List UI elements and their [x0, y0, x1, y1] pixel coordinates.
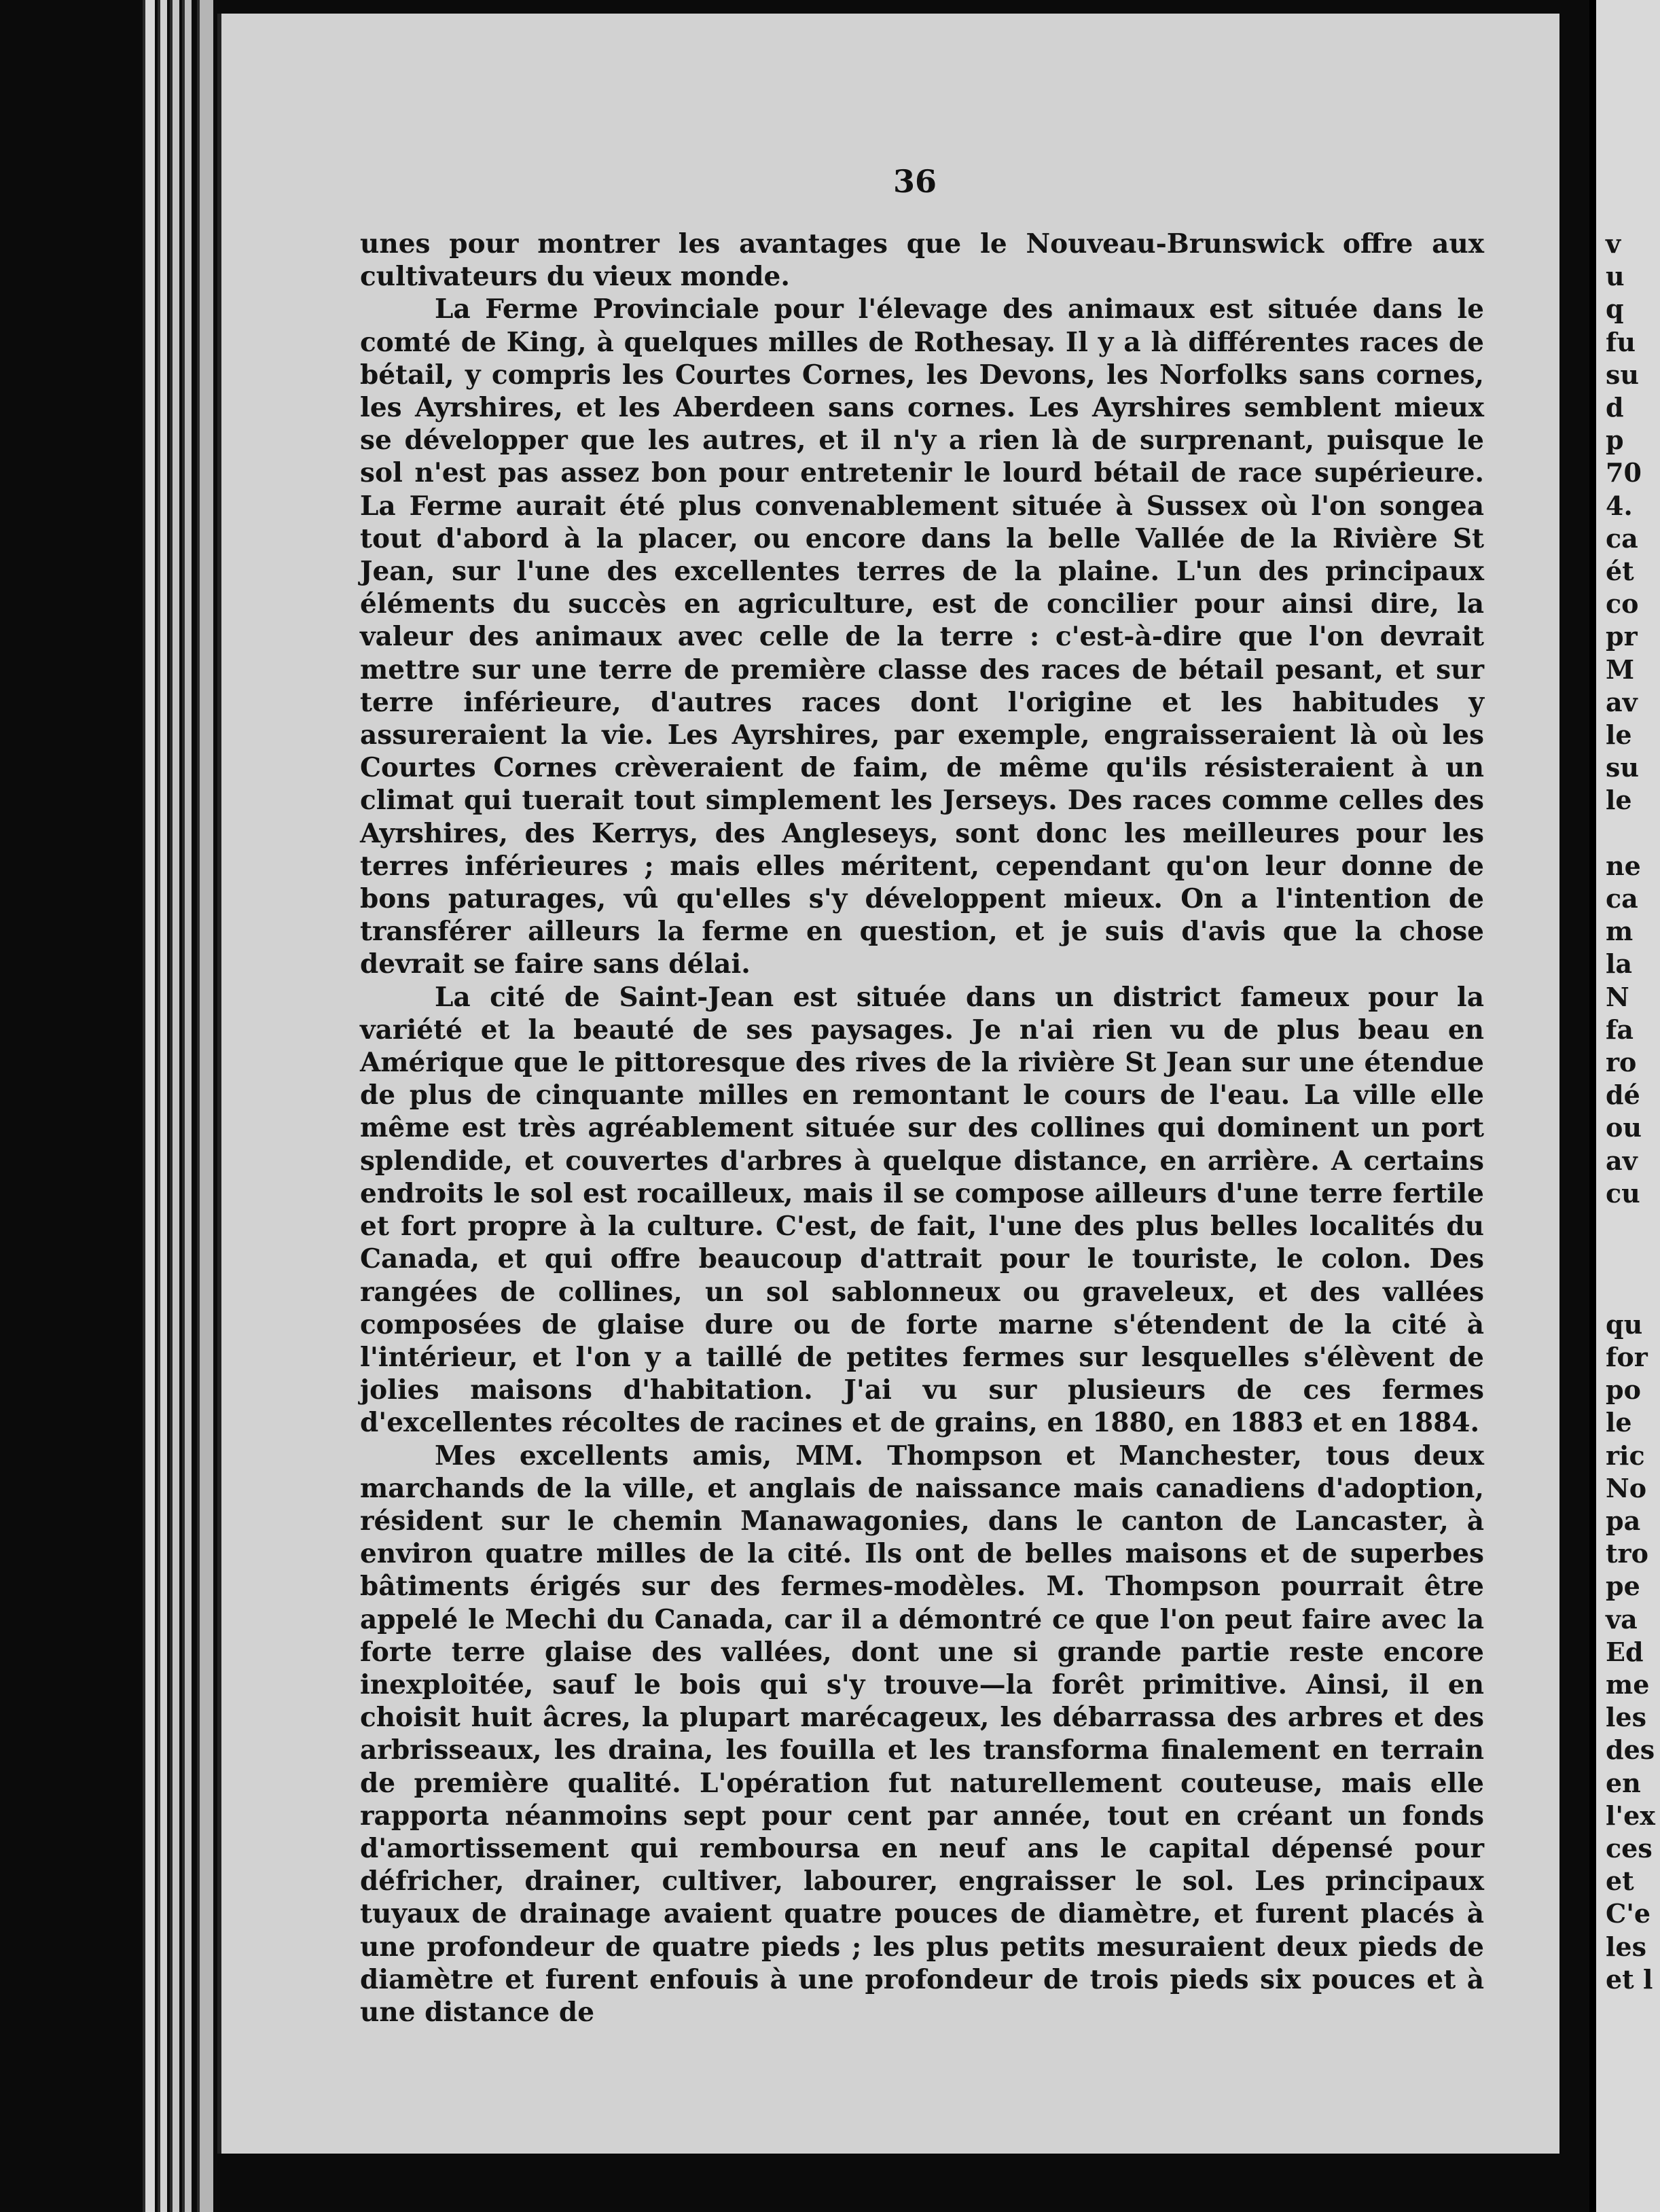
facing-page-fragment: C'e [1606, 1898, 1651, 1929]
facing-page-fragment: en [1606, 1767, 1641, 1798]
facing-page-fragment: M [1606, 654, 1635, 685]
facing-page-fragment: ne [1606, 850, 1641, 881]
facing-page-fragment [1596, 1243, 1655, 1275]
facing-page-fragment: tro [1606, 1538, 1648, 1569]
facing-page-fragment: su [1606, 752, 1640, 783]
facing-page-fragment [1596, 1276, 1655, 1308]
page-number: 36 [893, 163, 937, 200]
facing-page-fragment [1596, 817, 1655, 850]
facing-page-fragment: les [1606, 1702, 1647, 1733]
facing-page-fragment: ca [1606, 883, 1638, 914]
facing-page-fragment: va [1606, 1603, 1638, 1635]
facing-page-fragment: pa [1606, 1505, 1641, 1536]
paragraph: unes pour montrer les avantages que le Nouveau-Brunswick offre aux cultivateurs du vieux monde. [360, 228, 1484, 293]
facing-page-fragment: ces [1606, 1832, 1653, 1863]
page-edge [158, 0, 167, 2212]
facing-page-fragment: dé [1606, 1080, 1640, 1111]
facing-page-fragment: co [1606, 588, 1639, 620]
facing-page-fragment: le [1606, 1407, 1632, 1438]
facing-page-fragment: ro [1606, 1047, 1637, 1078]
facing-page-fragment: le [1606, 719, 1632, 751]
facing-page-fragment: av [1606, 1145, 1638, 1176]
facing-page-fragment: et l [1606, 1963, 1653, 1995]
facing-page-fragment: m [1606, 916, 1634, 947]
facing-page-fragment: ét [1606, 556, 1634, 587]
facing-page-fragment: ca [1606, 522, 1638, 554]
body-text [360, 228, 1484, 2029]
page-edge [143, 0, 155, 2212]
facing-page-fragment: av [1606, 686, 1638, 717]
facing-page-fragment: les [1606, 1931, 1647, 1962]
facing-page-fragment: Ed [1606, 1636, 1644, 1667]
facing-page-fragment: l'ex [1606, 1800, 1655, 1831]
page-edge [182, 0, 192, 2212]
facing-page-fragment: le [1606, 785, 1632, 816]
facing-page-fragment: fa [1606, 1014, 1634, 1045]
facing-page-fragment: N [1606, 981, 1629, 1012]
facing-page-fragment: ric [1606, 1440, 1645, 1471]
facing-page [1589, 0, 1660, 2212]
paragraph: La Ferme Provinciale pour l'élevage des animaux est située dans le comté de King, à quelques milles de Rothesay. Il y a là différentes races de bétail, y compris les Courtes Cornes, les Devons, les Norfolks sans cornes, les Ayrshires, et les Aberdeen sans cornes. Les Ayrshires semblent mieux se développer que les autres, et il n'y a rien là de surprenant, puisque le sol n'est pas assez bon pour entretenir le lourd bétail de race supérieure. La Ferme aurait été plus convenablement située à Sussex où l'on songea tout d'abord à la placer, ou encore dans la belle Vallée de la Rivière St Jean, sur l'une des excellentes terres de la plaine. L'un des principaux éléments du succès en agriculture, est de concilier pour ainsi dire, la valeur des animaux avec celle de la terre : c'est-à-dire que l'on devrait mettre sur une terre de première classe des races de bétail pesant, et sur terre inférieure, d'autres races dont l'origine et les habitudes y assureraient la vie. Les Ayrshires, par exemple, engraisseraient là où les Courtes Cornes crèveraient de faim, de même qu'ils résisteraient à un climat qui tuerait tout simplement les Jerseys. Des races comme celles des Ayrshires, des Kerrys, des Angleseys, sont donc les meilleures pour les terres inférieures ; mais elles méritent, cependant qu'on leur donne de bons paturages, vû qu'elles s'y développent mieux. On a l'intention de transférer ailleurs la ferme en question, et je suis d'avis que la chose devrait se faire sans délai. [360, 293, 1484, 980]
facing-page-fragment: qu [1606, 1308, 1643, 1340]
facing-page-fragment: p [1606, 425, 1624, 456]
facing-page-fragment: su [1606, 359, 1640, 390]
paragraph: La cité de Saint-Jean est située dans un district fameux pour la variété et la beauté de ses paysages. Je n'ai rien vu de plus beau en Amérique que le pittoresque des rives de la rivière St Jean sur une étendue de plus de cinquante milles en remontant le cours de l'eau. La ville elle même est très agréablement située sur des collines qui dominent un port splendide, et couvertes d'arbres à quelque distance, en arrière. A certains endroits le sol est rocailleux, mais il se compose ailleurs d'une terre fertile et fort propre à la culture. C'est, de fait, l'une des plus belles localités du Canada, et qui offre beaucoup d'attrait pour le touriste, le colon. Des rangées de collines, un sol sablonneux ou graveleux, et des vallées composées de glaise dure ou de forte marne s'étendent de la cité à l'intérieur, et l'on y a taillé de petites fermes sur lesquelles s'élèvent de jolies maisons d'habitation. J'ai vu sur plusieurs de ces fermes d'excellentes récoltes de racines et de grains, en 1880, en 1883 et en 1884. [360, 981, 1484, 1439]
page-edge [197, 0, 213, 2212]
facing-page-fragment: fu [1606, 326, 1636, 357]
facing-page-fragment: et [1606, 1866, 1634, 1897]
facing-page-fragment: cu [1606, 1177, 1640, 1209]
facing-page-fragment: for [1606, 1341, 1648, 1372]
facing-page-fragment: me [1606, 1669, 1650, 1700]
facing-page-fragment: pr [1606, 621, 1638, 652]
facing-page-fragment: 4. [1606, 490, 1633, 521]
facing-page-fragment: No [1606, 1472, 1647, 1503]
paragraph: Mes excellents amis, MM. Thompson et Manchester, tous deux marchands de la ville, et anglais de naissance mais canadiens d'adoption, résident sur le chemin Manawagonies, dans le canton de Lancaster, à environ quatre milles de la cité. Ils ont de belles maisons et de superbes bâtiments érigés sur des fermes-modèles. M. Thompson pourrait être appelé le Mechi du Canada, car il a démontré ce que l'on peut faire avec la forte terre glaise des vallées, dont une si grande partie reste encore inexploitée, sauf le bois qui s'y trouve—la forêt primitive. Ainsi, il en choisit huit âcres, la plupart marécageux, les débarrassa des arbres et des arbrisseaux, les draina, les fouilla et les transforma finalement en terrain de première qualité. L'opération fut naturellement couteuse, mais elle rapporta néanmoins sept pour cent par année, tout en créant un fonds d'amortissement qui remboursa en neuf ans le capital dépensé pour défricher, drainer, cultiver, labourer, engraisser le sol. Les principaux tuyaux de drainage avaient quatre pouces de diamètre, et furent placés à une profondeur de quatre pieds ; les plus petits mesuraient deux pieds de diamètre et furent enfouis à une profondeur de trois pieds six pouces et à une distance de [360, 1440, 1484, 2028]
facing-page-fragment: u [1606, 261, 1625, 292]
page-edge [170, 0, 179, 2212]
facing-page-fragment [1596, 1210, 1655, 1243]
facing-page-fragment: ou [1606, 1112, 1642, 1143]
facing-page-fragment: 70 [1606, 457, 1642, 488]
facing-page-fragment: pe [1606, 1571, 1640, 1602]
facing-page-fragment: q [1606, 293, 1624, 325]
facing-page-fragments [1596, 228, 1655, 1996]
facing-page-fragment: d [1606, 392, 1624, 423]
facing-page-fragment: v [1606, 228, 1621, 259]
facing-page-fragment: la [1606, 948, 1633, 980]
facing-page-fragment: des [1606, 1734, 1655, 1766]
facing-page-fragment: po [1606, 1374, 1641, 1406]
